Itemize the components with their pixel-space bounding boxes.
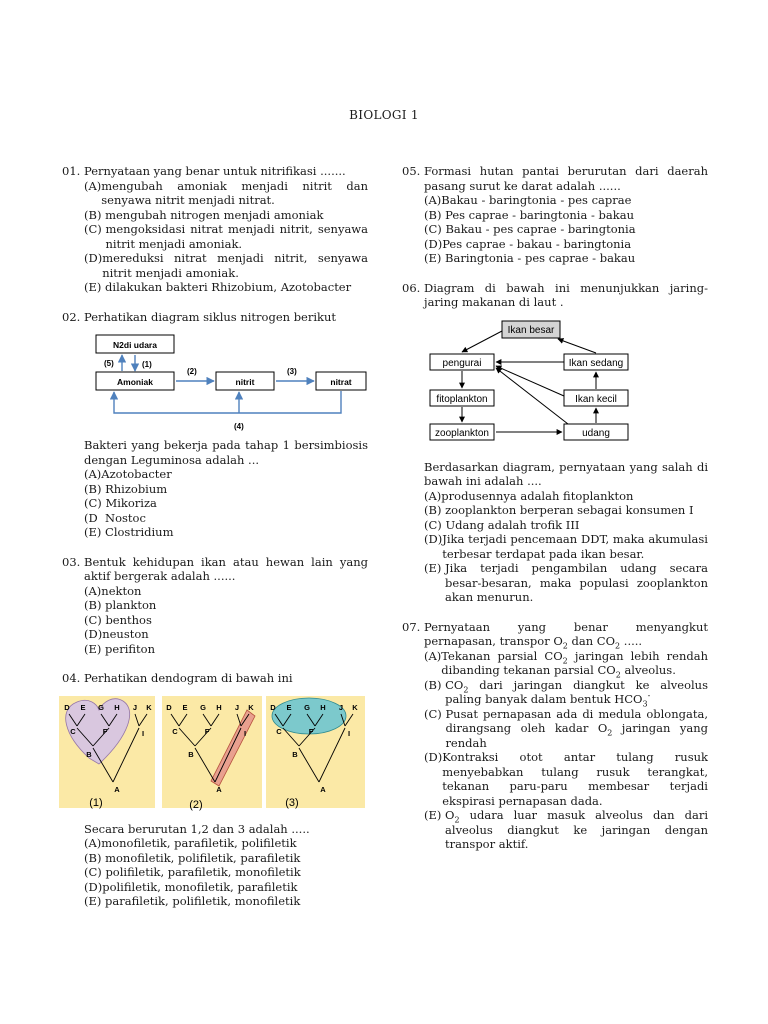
svg-text:K: K <box>248 702 254 712</box>
option-c[interactable]: (C) Udang adalah trofik III <box>424 517 580 532</box>
question-06 <box>402 281 708 605</box>
right-column <box>402 164 708 852</box>
svg-text:D: D <box>166 702 172 712</box>
option-b[interactable]: (B) plankton <box>84 598 157 612</box>
svg-text:K: K <box>146 702 152 712</box>
svg-text:J: J <box>234 702 240 712</box>
svg-text:H: H <box>320 702 326 712</box>
question-stem-2: Bakteri yang bekerja pada tahap 1 bersimbiosis dengan Leguminosa adalah ... <box>84 438 368 467</box>
option-b[interactable]: (B) Rhizobium <box>84 481 168 496</box>
option-a[interactable]: (A) produsennya adalah fitoplankton <box>424 488 634 503</box>
question-04 <box>62 671 368 909</box>
svg-text:I: I <box>347 728 351 738</box>
question-stem: Pernyataan yang benar menyangkut pernapasan, transpor $O_2$ dan $CO_2$ ..... <box>424 619 708 651</box>
svg-text:I: I <box>141 728 145 738</box>
svg-text:B: B <box>188 749 194 759</box>
question-number: 03. <box>62 554 81 569</box>
dendrogram-figure <box>59 696 365 814</box>
question-stem: Pernyataan yang benar untuk nitrifikasi ....... <box>84 164 346 178</box>
svg-text:A: A <box>320 784 326 794</box>
option-d[interactable]: (D Nostoc <box>84 510 146 525</box>
svg-text:(3): (3) <box>287 367 297 376</box>
question-05 <box>402 164 708 266</box>
panel-1-label: (1) <box>89 796 103 809</box>
amoniak-label: Amoniak <box>117 377 153 387</box>
ikan-kecil-label: Ikan kecil <box>575 393 617 405</box>
nitrit-label: nitrit <box>235 377 255 387</box>
options <box>84 179 368 295</box>
option-b[interactable]: (B) $CO_2$ dari jaringan diangkut ke alveolus paling banyak dalam bentuk $HCO_3^-$ <box>424 677 708 709</box>
option-e[interactable]: (E) perifiton <box>84 641 155 656</box>
svg-text:J: J <box>132 702 138 712</box>
option-a[interactable]: (A) Tekanan parsial $CO_2$ jaringan lebih rendah dibanding tekanan parsial $CO_2$ alveolus. <box>424 648 708 680</box>
question-number: 04. <box>62 671 81 685</box>
option-c[interactable]: (C) Pusat pernapasan ada di medula oblongata, dirangsang oleh kadar $O_2$ jaringan yang rendah <box>424 706 709 750</box>
option-e[interactable]: (E) dilakukan bakteri Rhizobium, Azotobacter <box>84 280 352 294</box>
question-01 <box>62 164 368 295</box>
option-a[interactable]: (A) monofiletik, parafiletik, polifiletik <box>84 836 297 850</box>
svg-text:(4): (4) <box>234 422 244 431</box>
question-stem: Diagram di bawah ini menunjukkan jaring-jaring makanan di laut . <box>424 280 708 309</box>
nitrat-label: nitrat <box>330 377 352 387</box>
nitrogen-cycle-diagram <box>84 334 368 434</box>
svg-text:H: H <box>114 702 120 712</box>
question-02 <box>62 310 368 540</box>
question-number: 02. <box>62 309 81 324</box>
option-b[interactable]: (B) Pes caprae - baringtonia - bakau <box>424 207 634 222</box>
options <box>84 836 368 909</box>
svg-text:E: E <box>182 702 188 712</box>
svg-text:H: H <box>216 702 222 712</box>
zooplankton-label: zooplankton <box>435 427 489 439</box>
option-b[interactable]: (B) monofiletik, polifiletik, parafiletik <box>84 850 301 865</box>
svg-text:C: C <box>70 726 76 736</box>
svg-text:F: F <box>308 726 314 736</box>
question-number: 01. <box>62 164 81 178</box>
option-c[interactable]: (C) Mikoriza <box>84 496 157 510</box>
question-07 <box>402 620 708 852</box>
svg-text:G: G <box>200 702 206 712</box>
svg-text:E: E <box>286 702 292 712</box>
option-e[interactable]: (E) parafiletik, polifiletik, monofiletik <box>84 894 301 908</box>
n2-label: N2di udara <box>113 340 157 350</box>
svg-text:C: C <box>276 726 282 736</box>
svg-text:I: I <box>243 728 247 738</box>
page-title: BIOLOGI 1 <box>349 108 419 122</box>
question-stem-2: Secara berurutan 1,2 dan 3 adalah ..... <box>84 821 310 836</box>
option-e[interactable]: (E) $O_2$ udara luar masuk alveolus dan dari alveolus diangkut ke jaringan dengan transpor aktif. <box>424 808 708 851</box>
options <box>424 489 708 605</box>
option-a[interactable]: (A) mengubah amoniak menjadi nitrit dan senyawa nitrit menjadi nitrat. <box>84 178 368 207</box>
svg-text:(1): (1) <box>142 360 152 369</box>
option-d[interactable]: (D) Kontraksi otot antar tulang rusuk menyebabkan tulang rusuk terangkat, tekanan paru-paru membesar terjadi ekspirasi pernapasan dada. <box>424 750 708 808</box>
option-d[interactable]: (D) neuston <box>84 627 149 641</box>
svg-text:(5): (5) <box>104 359 114 368</box>
question-stem: Perhatikan dendogram di bawah ini <box>84 671 293 685</box>
question-stem: Perhatikan diagram siklus nitrogen berikut <box>84 309 337 324</box>
svg-text:D: D <box>270 702 276 712</box>
udang-label: udang <box>582 427 610 439</box>
question-stem-2: Berdasarkan diagram, pernyataan yang salah di bawah ini adalah .... <box>424 459 708 488</box>
svg-text:B: B <box>86 749 92 759</box>
options <box>84 467 368 540</box>
svg-text:F: F <box>204 726 210 736</box>
svg-text:D: D <box>64 702 70 712</box>
svg-text:B: B <box>292 749 298 759</box>
panel-2-label: (2) <box>189 798 203 811</box>
option-d[interactable]: (D) mereduksi nitrat menjadi nitrit, senyawa nitrit menjadi amoniak. <box>84 251 368 280</box>
fitoplankton-label: fitoplankton <box>436 393 488 405</box>
svg-text:C: C <box>172 726 178 736</box>
options <box>424 649 708 852</box>
panel-3-label: (3) <box>285 796 299 809</box>
option-c[interactable]: (C) benthos <box>84 612 152 627</box>
svg-text:K: K <box>352 702 358 712</box>
food-web-diagram <box>428 320 728 450</box>
option-a[interactable]: (A) Bakau - baringtonia - pes caprae <box>424 193 632 207</box>
question-number: 05. <box>402 164 421 178</box>
food-web-arrows <box>462 331 596 432</box>
option-c[interactable]: (C) polifiletik, parafiletik, monofiletik <box>84 865 301 879</box>
svg-text:A: A <box>114 784 120 794</box>
option-e[interactable]: (E) Clostridium <box>84 525 174 539</box>
ikan-sedang-label: Ikan sedang <box>568 357 624 369</box>
svg-text:G: G <box>304 702 310 712</box>
option-a[interactable]: (A) nekton <box>84 583 142 598</box>
question-stem: Formasi hutan pantai berurutan dari daerah pasang surut ke darat adalah ...... <box>424 164 708 193</box>
option-d[interactable]: (D) Pes caprae - bakau - baringtonia <box>424 236 632 251</box>
svg-text:F: F <box>102 726 108 736</box>
question-number: 06. <box>402 280 421 295</box>
ikan-besar-label: Ikan besar <box>507 324 555 336</box>
question-number: 07. <box>402 619 421 634</box>
options <box>84 584 368 657</box>
svg-text:A: A <box>216 784 222 794</box>
pengurai-label: pengurai <box>442 357 482 369</box>
arrow-4 <box>114 391 341 413</box>
option-e[interactable]: (E) Jika terjadi pengambilan udang secara besar-besaran, maka populasi zooplankton akan menurun. <box>424 561 708 604</box>
svg-text:J: J <box>338 702 344 712</box>
option-c[interactable]: (C) Bakau - pes caprae - baringtonia <box>424 222 636 236</box>
svg-text:E: E <box>80 702 86 712</box>
question-03 <box>62 555 368 657</box>
option-d[interactable]: (D) polifiletik, monofiletik, parafiletik <box>84 879 298 894</box>
option-c[interactable]: (C) mengoksidasi nitrat menjadi nitrit, senyawa nitrit menjadi amoniak. <box>84 222 368 251</box>
option-a[interactable]: (A) Azotobacter <box>84 467 172 481</box>
option-d[interactable]: (D) Jika terjadi pencemaan DDT, maka akumulasi terbesar terdapat pada ikan besar. <box>424 532 708 561</box>
option-e[interactable]: (E) Baringtonia - pes caprae - bakau <box>424 251 636 265</box>
svg-text:G: G <box>98 702 104 712</box>
option-b[interactable]: (B) mengubah nitrogen menjadi amoniak <box>84 207 324 222</box>
options <box>424 193 708 266</box>
question-stem: Bentuk kehidupan ikan atau hewan lain yang aktif bergerak adalah ...... <box>84 554 368 583</box>
svg-text:(2): (2) <box>187 367 197 376</box>
left-column <box>62 164 368 909</box>
option-b[interactable]: (B) zooplankton berperan sebagai konsumen I <box>424 503 694 517</box>
